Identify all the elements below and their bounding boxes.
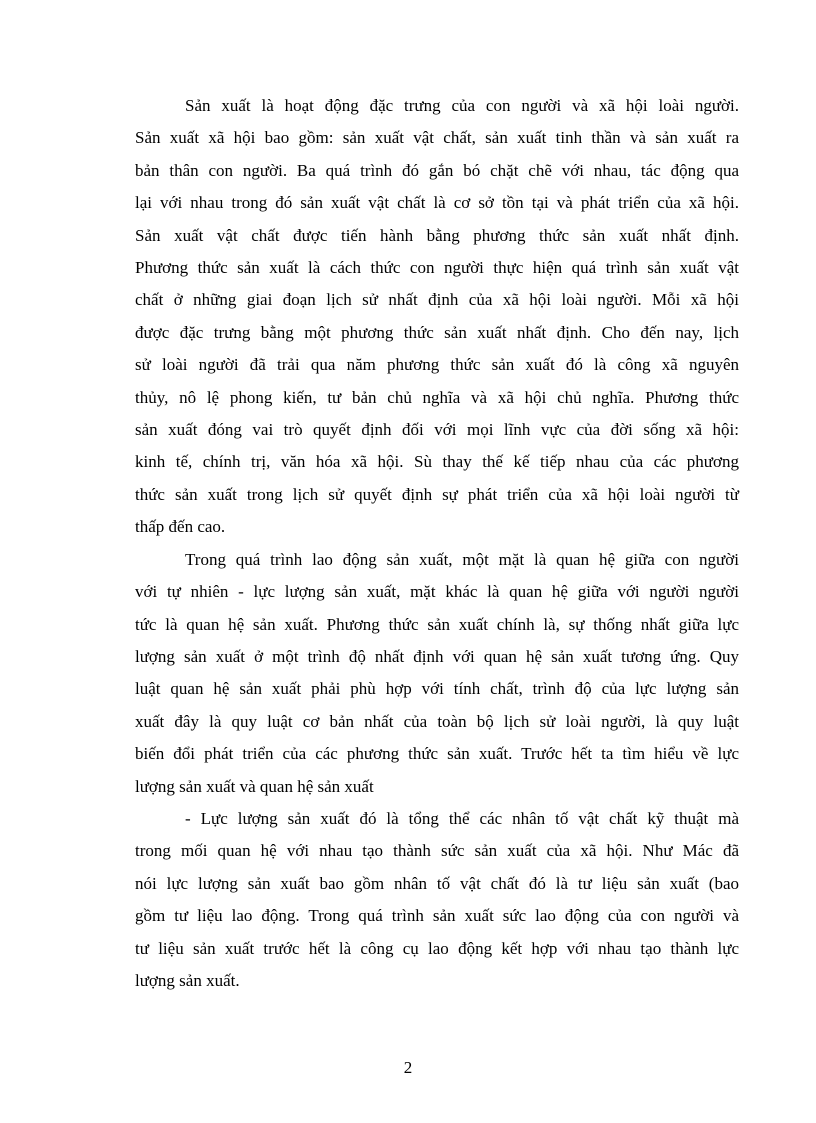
page-number: 2 xyxy=(403,1058,413,1077)
text-line: Trong quá trình lao động sản xuất, một mặt là quan hệ giữa con người xyxy=(185,549,739,569)
text-line: biến đổi phát triển của các phương thức sản xuất. Trước hết ta tìm hiểu về lực xyxy=(135,744,739,764)
text-line: chất ở những giai đoạn lịch sử nhất định của xã hội loài người. Mỗi xã hội xyxy=(135,290,739,310)
text-line: sử loài người đã trải qua năm phương thức sản xuất đó là công xã nguyên xyxy=(135,355,739,375)
text-line: tức là quan hệ sản xuất. Phương thức sản xuất chính là, sự thống nhất giữa lực xyxy=(135,614,739,634)
text-line: với tự nhiên - lực lượng sản xuất, mặt khác là quan hệ giữa với người người xyxy=(135,582,739,602)
text-line: nói lực lượng sản xuất bao gồm nhân tố vật chất đó là tư liệu sản xuất (bao xyxy=(135,873,739,893)
text-line: lượng sản xuất. xyxy=(135,970,240,990)
text-line: gồm tư liệu lao động. Trong quá trình sản xuất sức lao động của con người và xyxy=(135,906,739,926)
text-line: xuất đây là quy luật cơ bản nhất của toàn bộ lịch sử loài người, là quy luật xyxy=(135,711,739,731)
text-line: được đặc trưng bằng một phương thức sản xuất nhất định. Cho đến nay, lịch xyxy=(135,322,739,342)
text-line: Sản xuất vật chất được tiến hành bằng phương thức sản xuất nhất định. xyxy=(135,225,739,245)
text-line: Sản xuất xã hội bao gồm: sản xuất vật chất, sản xuất tinh thần và sản xuất ra xyxy=(135,128,739,148)
paragraph-labor-relations xyxy=(135,544,739,803)
paragraph-mode-of-production xyxy=(135,90,739,544)
text-line: thấp đến cao. xyxy=(135,517,226,537)
paragraph-productive-forces xyxy=(135,803,739,997)
text-line: thủy, nô lệ phong kiến, tư bản chủ nghĩa và xã hội chủ nghĩa. Phương thức xyxy=(135,387,739,407)
text-line: sản xuất đóng vai trò quyết định đối với mọi lĩnh vực của đời sống xã hội: xyxy=(135,420,739,440)
text-line: Phương thức sản xuất là cách thức con người thực hiện quá trình sản xuất vật xyxy=(135,258,739,278)
body-text xyxy=(135,90,739,997)
text-line: - Lực lượng sản xuất đó là tổng thể các nhân tố vật chất kỹ thuật mà xyxy=(185,808,739,828)
text-line: thức sản xuất trong lịch sử quyết định sự phát triển của xã hội loài người từ xyxy=(135,484,739,504)
text-line: lượng sản xuất và quan hệ sản xuất xyxy=(135,776,374,796)
text-line: kinh tế, chính trị, văn hóa xã hội. Sù thay thế kế tiếp nhau của các phương xyxy=(135,452,739,472)
text-line: trong mối quan hệ với nhau tạo thành sức sản xuất của xã hội. Như Mác đã xyxy=(135,841,739,861)
text-line: luật quan hệ sản xuất phải phù hợp với tính chất, trình độ của lực lượng sản xyxy=(135,679,739,699)
text-line: bản thân con người. Ba quá trình đó gắn bó chặt chẽ với nhau, tác động qua xyxy=(135,160,739,180)
text-line: lại với nhau trong đó sản xuất vật chất là cơ sở tồn tại và phát triển của xã hội. xyxy=(135,193,739,213)
text-line: Sản xuất là hoạt động đặc trưng của con người và xã hội loài người. xyxy=(185,96,739,115)
text-line: lượng sản xuất ở một trình độ nhất định với quan hệ sản xuất tương ứng. Quy xyxy=(135,646,739,666)
text-line: tư liệu sản xuất trước hết là công cụ lao động kết hợp với nhau tạo thành lực xyxy=(135,938,739,958)
